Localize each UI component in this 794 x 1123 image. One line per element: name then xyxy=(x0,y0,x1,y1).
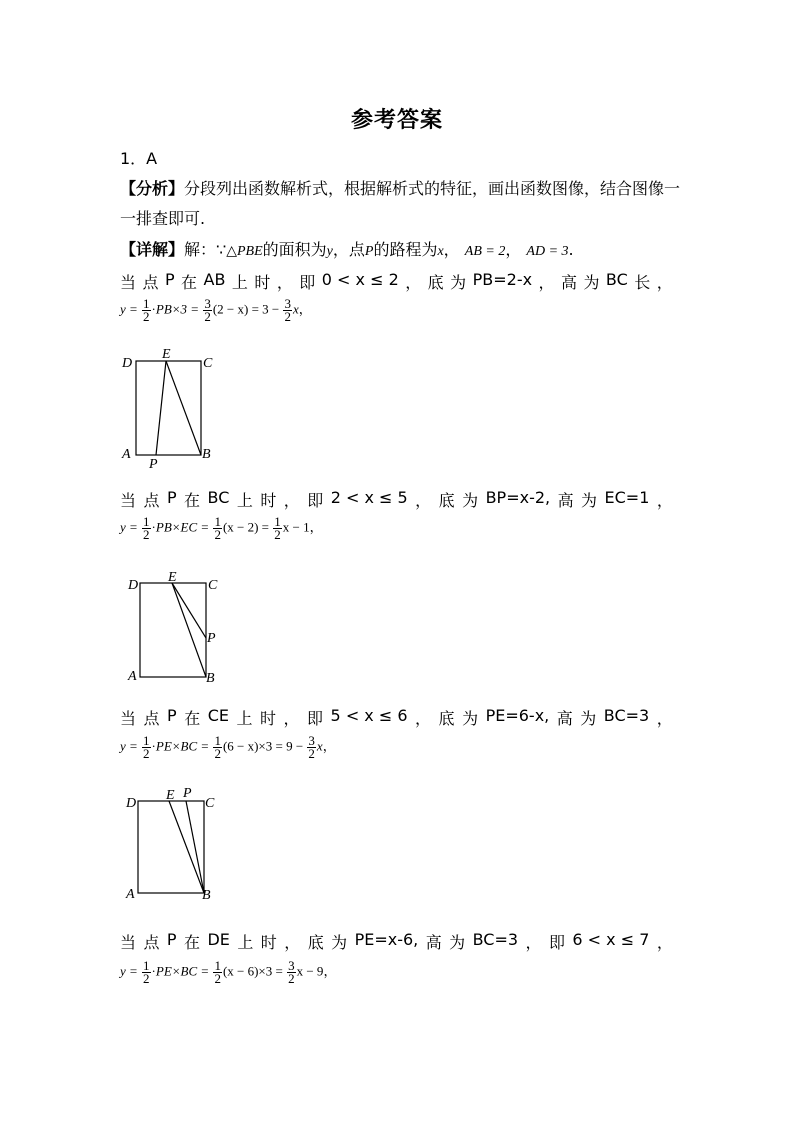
text-token: ， xyxy=(656,273,673,292)
text-token: 6 < x ≤ 7 xyxy=(572,930,650,949)
text-token: 即 xyxy=(299,273,316,292)
text-token: 为 xyxy=(580,709,597,728)
text-token: ， xyxy=(284,933,301,952)
text-token: BC=3 xyxy=(603,706,650,725)
text-token: PB=2-x xyxy=(472,270,533,289)
detail-tag: 【详解】 xyxy=(120,240,185,259)
text-token: 上 xyxy=(236,709,253,728)
case1-equation: y = $\frac{1}{2}$ ·PB×3 = $\frac{3}{2}$ (2 − x) = 3 − $\frac{3}{2}$ x， xyxy=(120,296,312,324)
segment-pe xyxy=(156,361,166,455)
text-token: 当 xyxy=(120,491,137,510)
text-token: DE xyxy=(207,930,230,949)
text-token: EC=1 xyxy=(604,488,650,507)
text-token: ， xyxy=(415,709,432,728)
ab-value: AB = 2 xyxy=(464,244,506,259)
text-token: BP=x-2, xyxy=(485,488,551,507)
text-token: 当 xyxy=(120,273,137,292)
ad-value: AD = 3 xyxy=(526,244,569,259)
text-token: 为 xyxy=(449,933,466,952)
text-token: 点 xyxy=(143,709,160,728)
text-token: ， xyxy=(656,933,673,952)
case4-text xyxy=(120,930,673,953)
fraction: $\frac{1}{2}$ xyxy=(143,296,150,324)
text-token: 当 xyxy=(120,933,137,952)
text-token: 时 xyxy=(254,273,271,292)
case2-text xyxy=(120,488,673,511)
text-token: 即 xyxy=(548,933,565,952)
text-token: 2 < x ≤ 5 xyxy=(330,488,408,507)
figure-case2 xyxy=(122,568,232,688)
figure-case1 xyxy=(118,345,228,470)
text-token: CE xyxy=(207,706,229,725)
text-token: 在 xyxy=(181,273,198,292)
text-token: ， xyxy=(538,273,555,292)
case2-equation: y = $\frac{1}{2}$ ·PB×EC = $\frac{1}{2}$ (x − 2) = $\frac{1}{2}$ x − 1， xyxy=(120,514,323,542)
text-token: 点 xyxy=(143,491,160,510)
text-token: 即 xyxy=(307,709,324,728)
text-token: 为 xyxy=(331,933,348,952)
text-token: ， xyxy=(405,273,422,292)
label-e: E xyxy=(162,347,171,362)
text-token: 为 xyxy=(462,709,479,728)
text-token: 为 xyxy=(450,273,467,292)
text-token: 时 xyxy=(260,933,277,952)
label-c: C xyxy=(203,356,213,371)
svg-text:A: A xyxy=(126,887,135,902)
text-token: 上 xyxy=(237,933,254,952)
text-token: 底 xyxy=(427,273,444,292)
question-number: 1．A xyxy=(120,149,158,168)
text-token: P xyxy=(164,270,175,289)
text-token: 时 xyxy=(260,709,277,728)
text-token: 点 xyxy=(143,933,160,952)
svg-text:C: C xyxy=(205,796,215,811)
triangle-name: △PBE xyxy=(226,244,263,259)
text-token: 为 xyxy=(583,273,600,292)
text-token: 0 < x ≤ 2 xyxy=(321,270,399,289)
text-token: 底 xyxy=(438,709,455,728)
text-token: 上 xyxy=(231,273,248,292)
text-token: 为 xyxy=(581,491,598,510)
text-token: 高 xyxy=(557,491,574,510)
analysis-text: 分段列出函数解析式，根据解析式的特征，画出函数图像，结合图像一 xyxy=(184,179,681,198)
segment-be xyxy=(166,361,201,455)
label-p: P xyxy=(149,457,158,470)
text-token: 长 xyxy=(634,273,651,292)
analysis-line-1 xyxy=(120,176,680,199)
svg-text:A: A xyxy=(128,669,137,684)
text-token: ， xyxy=(656,709,673,728)
svg-text:P: P xyxy=(207,631,216,646)
text-token: 点 xyxy=(142,273,159,292)
rectangle-abcd xyxy=(136,361,201,455)
text-token: ， xyxy=(415,491,432,510)
text-token: AB xyxy=(203,270,226,289)
text-token: ， xyxy=(656,491,673,510)
text-token: 在 xyxy=(184,709,201,728)
label-a: A xyxy=(122,447,131,462)
text-token: 为 xyxy=(462,491,479,510)
svg-text:C: C xyxy=(208,578,218,593)
analysis-tag: 【分析】 xyxy=(120,179,185,198)
svg-text:D: D xyxy=(128,578,139,593)
svg-text:D: D xyxy=(126,796,137,811)
text-token: P xyxy=(166,488,177,507)
text-token: BC xyxy=(207,488,230,507)
svg-text:E: E xyxy=(166,788,175,803)
text-token: BC xyxy=(605,270,628,289)
text-token: ， xyxy=(283,491,300,510)
text-token: P xyxy=(167,706,177,725)
text-token: ， xyxy=(276,273,293,292)
detail-line: 【详解】解：∵△PBE的面积为y，点P的路程为x， AB = 2， AD = 3. xyxy=(120,240,574,259)
text-token: 高 xyxy=(560,273,577,292)
case3-text xyxy=(120,706,673,729)
text-token: 底 xyxy=(307,933,324,952)
text-token: ， xyxy=(283,709,300,728)
text-token: 底 xyxy=(438,491,455,510)
fraction: $\frac{3}{2}$ xyxy=(284,296,291,324)
text-token: ， xyxy=(525,933,542,952)
text-token: PE=x-6, xyxy=(354,930,419,949)
fraction: $\frac{3}{2}$ xyxy=(204,296,211,324)
svg-text:E: E xyxy=(168,570,177,585)
svg-text:B: B xyxy=(206,671,215,686)
svg-text:B: B xyxy=(202,888,211,903)
text-token: 高 xyxy=(425,933,442,952)
text-token: 5 < x ≤ 6 xyxy=(330,706,408,725)
text-token: P xyxy=(166,930,177,949)
text-token: PE=6-x, xyxy=(485,706,550,725)
text-token: 上 xyxy=(236,491,253,510)
text-token: 在 xyxy=(184,933,201,952)
svg-text:P: P xyxy=(183,786,192,801)
case1-text xyxy=(120,270,673,293)
text-token: 高 xyxy=(556,709,573,728)
label-b: B xyxy=(202,447,211,462)
text-token: 当 xyxy=(120,709,137,728)
text-token: 时 xyxy=(260,491,277,510)
page-title: 参考答案 xyxy=(350,108,443,133)
case4-equation: y = $\frac{1}{2}$ ·PE×BC = $\frac{1}{2}$ (x − 6)×3 = $\frac{3}{2}$ x − 9， xyxy=(120,958,337,986)
analysis-line-2: 一排查即可. xyxy=(120,209,206,228)
figure-case3 xyxy=(122,785,232,905)
text-token: 在 xyxy=(184,491,201,510)
label-d: D xyxy=(122,356,133,371)
case3-equation: y = $\frac{1}{2}$ ·PE×BC = $\frac{1}{2}$ (6 − x)×3 = 9 − $\frac{3}{2}$ x， xyxy=(120,733,336,761)
text-token: BC=3 xyxy=(472,930,519,949)
text-token: 即 xyxy=(307,491,324,510)
